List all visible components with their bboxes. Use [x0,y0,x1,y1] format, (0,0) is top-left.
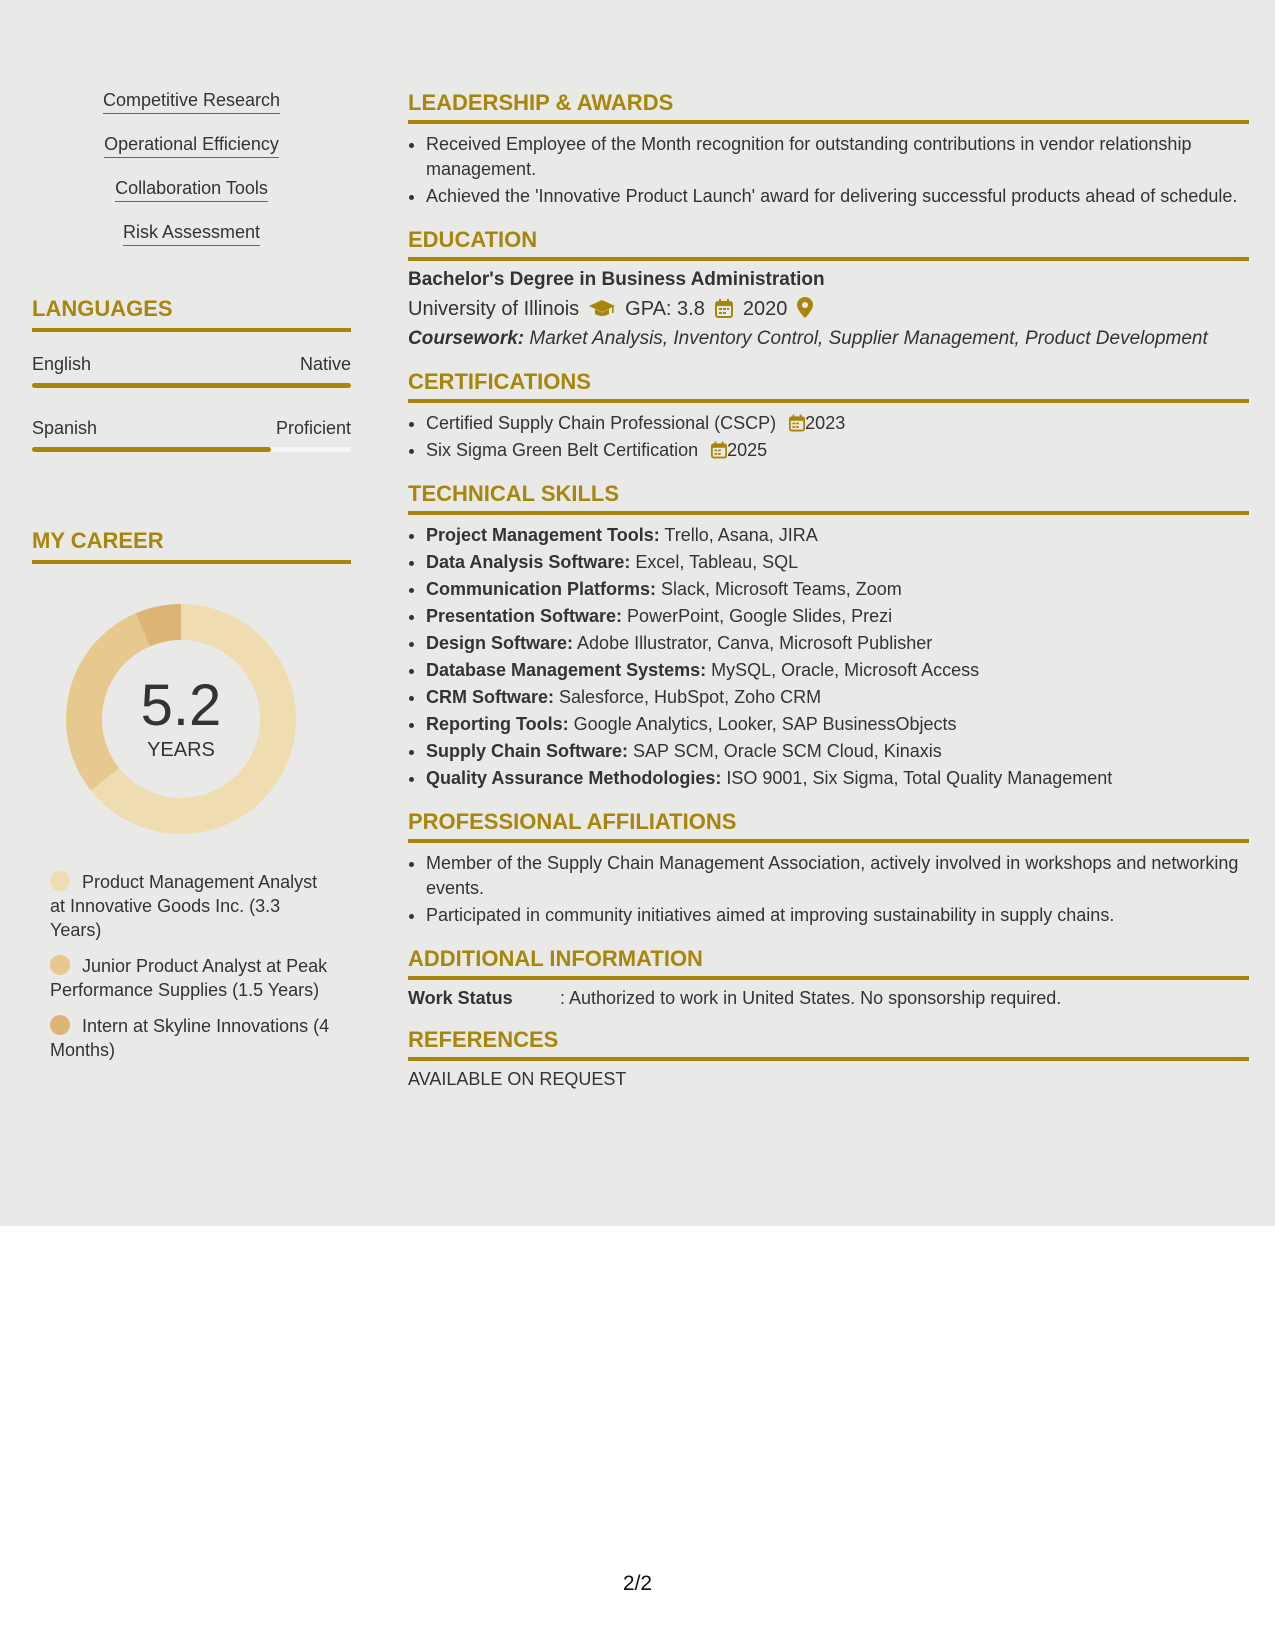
coursework-value: Market Analysis, Inventory Control, Supplier Management, Product Development [524,328,1208,349]
list-item: • Received Employee of the Month recognition for outstanding contributions in vendor relationship management. [426,132,1249,182]
skill-tag: Competitive Research [103,90,280,114]
skill-category: Supply Chain Software: [426,741,629,761]
technical-skills-list [408,523,1249,791]
skill-values: Slack, Microsoft Teams, Zoom [656,579,902,599]
language-bar-fill [32,383,351,388]
skill-values: ISO 9001, Six Sigma, Total Quality Management [721,768,1113,788]
affiliations-heading: PROFESSIONAL AFFILIATIONS [408,809,1249,843]
certifications-heading: CERTIFICATIONS [408,369,1249,403]
career-total-value: 5.2 [140,672,222,738]
graduation-cap-icon [589,298,615,321]
language-bar [32,447,351,452]
career-legend-label: Product Management Analyst at Innovative Goods Inc. (3.3 Years) [50,872,318,940]
language-bar [32,383,351,388]
references-section [408,1027,1249,1090]
languages-section [32,296,351,452]
coursework-label: Coursework: [408,328,525,349]
skill-values: MySQL, Oracle, Microsoft Access [706,660,980,680]
legend-dot [50,1015,70,1035]
education-details [408,297,1249,321]
technical-skills-section [408,481,1249,791]
skill-values: SAP SCM, Oracle SCM Cloud, Kinaxis [628,741,942,761]
additional-info-section [408,946,1249,1009]
career-heading: MY CAREER [32,528,351,564]
leadership-section [408,90,1249,209]
skill-category: Database Management Systems: [426,660,707,680]
calendar-icon [715,298,733,321]
language-bar-fill [32,447,271,452]
list-item [426,604,1249,629]
list-item [426,658,1249,683]
career-total-unit: YEARS [147,738,215,761]
list-item [426,577,1249,602]
career-legend-item [50,954,335,1002]
skill-values: Google Analytics, Looker, SAP BusinessObjects [568,714,957,734]
work-status-value: : Authorized to work in United States. No sponsorship required. [560,988,1062,1008]
education-degree: Bachelor's Degree in Business Administration [408,269,825,290]
work-status-label: Work Status [408,988,513,1008]
certification-year: 2025 [727,440,768,460]
certifications-section [408,369,1249,463]
list-item [426,523,1249,548]
legend-dot [50,871,70,891]
certification-name: Certified Supply Chain Professional (CSCP) [426,413,777,433]
education-school: University of Illinois [408,297,580,320]
page-number: 2/2 [622,1572,653,1595]
career-legend-item [50,1014,335,1062]
career-legend-item [50,870,335,942]
skill-values: Excel, Tableau, SQL [630,552,799,572]
list-item [426,411,1249,436]
language-level: Proficient [275,418,351,438]
references-text: AVAILABLE ON REQUEST [408,1069,627,1089]
language-level: Native [299,354,351,374]
education-gpa: GPA: 3.8 [625,297,705,320]
skill-category: Communication Platforms: [426,579,657,599]
skill-category: Reporting Tools: [426,714,569,734]
language-name: Spanish [32,418,98,438]
calendar-icon [789,413,805,433]
legend-dot [50,955,70,975]
additional-info-heading: ADDITIONAL INFORMATION [408,946,1249,980]
skill-category: Data Analysis Software: [426,552,631,572]
language-item [32,354,351,388]
career-donut [66,604,296,834]
list-item [426,550,1249,575]
list-item: • Participated in community initiatives aimed at improving sustainability in supply chains. [426,903,1249,928]
skill-values: Salesforce, HubSpot, Zoho CRM [554,687,822,707]
skill-category: Quality Assurance Methodologies: [426,768,722,788]
skill-tag: Operational Efficiency [104,134,279,158]
left-column [32,80,351,1074]
skill-category: CRM Software: [426,687,555,707]
skill-values: Trello, Asana, JIRA [659,525,818,545]
skill-category: Design Software: [426,633,574,653]
list-item [426,685,1249,710]
work-status-row [408,988,1249,1009]
language-item [32,418,351,452]
career-legend-label: Junior Product Analyst at Peak Performance Supplies (1.5 Years) [50,956,328,1000]
leadership-heading: LEADERSHIP & AWARDS [408,90,1249,124]
languages-heading: LANGUAGES [32,296,351,332]
career-legend-label: Intern at Skyline Innovations (4 Months) [50,1016,330,1060]
skill-values: PowerPoint, Google Slides, Prezi [622,606,893,626]
education-section [408,227,1249,351]
career-legend [50,870,335,1062]
list-item: • Achieved the 'Innovative Product Launch' award for delivering successful products ahead of schedule. [426,184,1249,209]
list-item: • Member of the Supply Chain Management Association, actively involved in workshops and networking events. [426,851,1249,901]
affiliations-section [408,809,1249,928]
list-item [426,739,1249,764]
education-heading: EDUCATION [408,227,1249,261]
list-item [426,712,1249,737]
calendar-icon [711,440,727,460]
list-item [426,766,1249,791]
leadership-list [408,132,1249,209]
skill-category: Presentation Software: [426,606,623,626]
education-coursework [408,327,1249,351]
skill-values: Adobe Illustrator, Canva, Microsoft Publisher [573,633,933,653]
references-heading: REFERENCES [408,1027,1249,1061]
affiliations-list [408,851,1249,928]
technical-skills-heading: TECHNICAL SKILLS [408,481,1249,515]
location-pin-icon [797,297,813,321]
certification-year: 2023 [805,413,846,433]
list-item [426,631,1249,656]
skill-category: Project Management Tools: [426,525,660,545]
certification-name: Six Sigma Green Belt Certification [426,440,699,460]
list-item [426,438,1249,463]
certifications-list [408,411,1249,463]
skill-tag: Risk Assessment [123,222,260,246]
skill-tag: Collaboration Tools [115,178,268,202]
skill-tags [32,80,351,256]
career-section [32,528,351,1062]
language-name: English [32,354,92,374]
right-column [408,90,1249,1108]
education-year: 2020 [742,297,788,320]
